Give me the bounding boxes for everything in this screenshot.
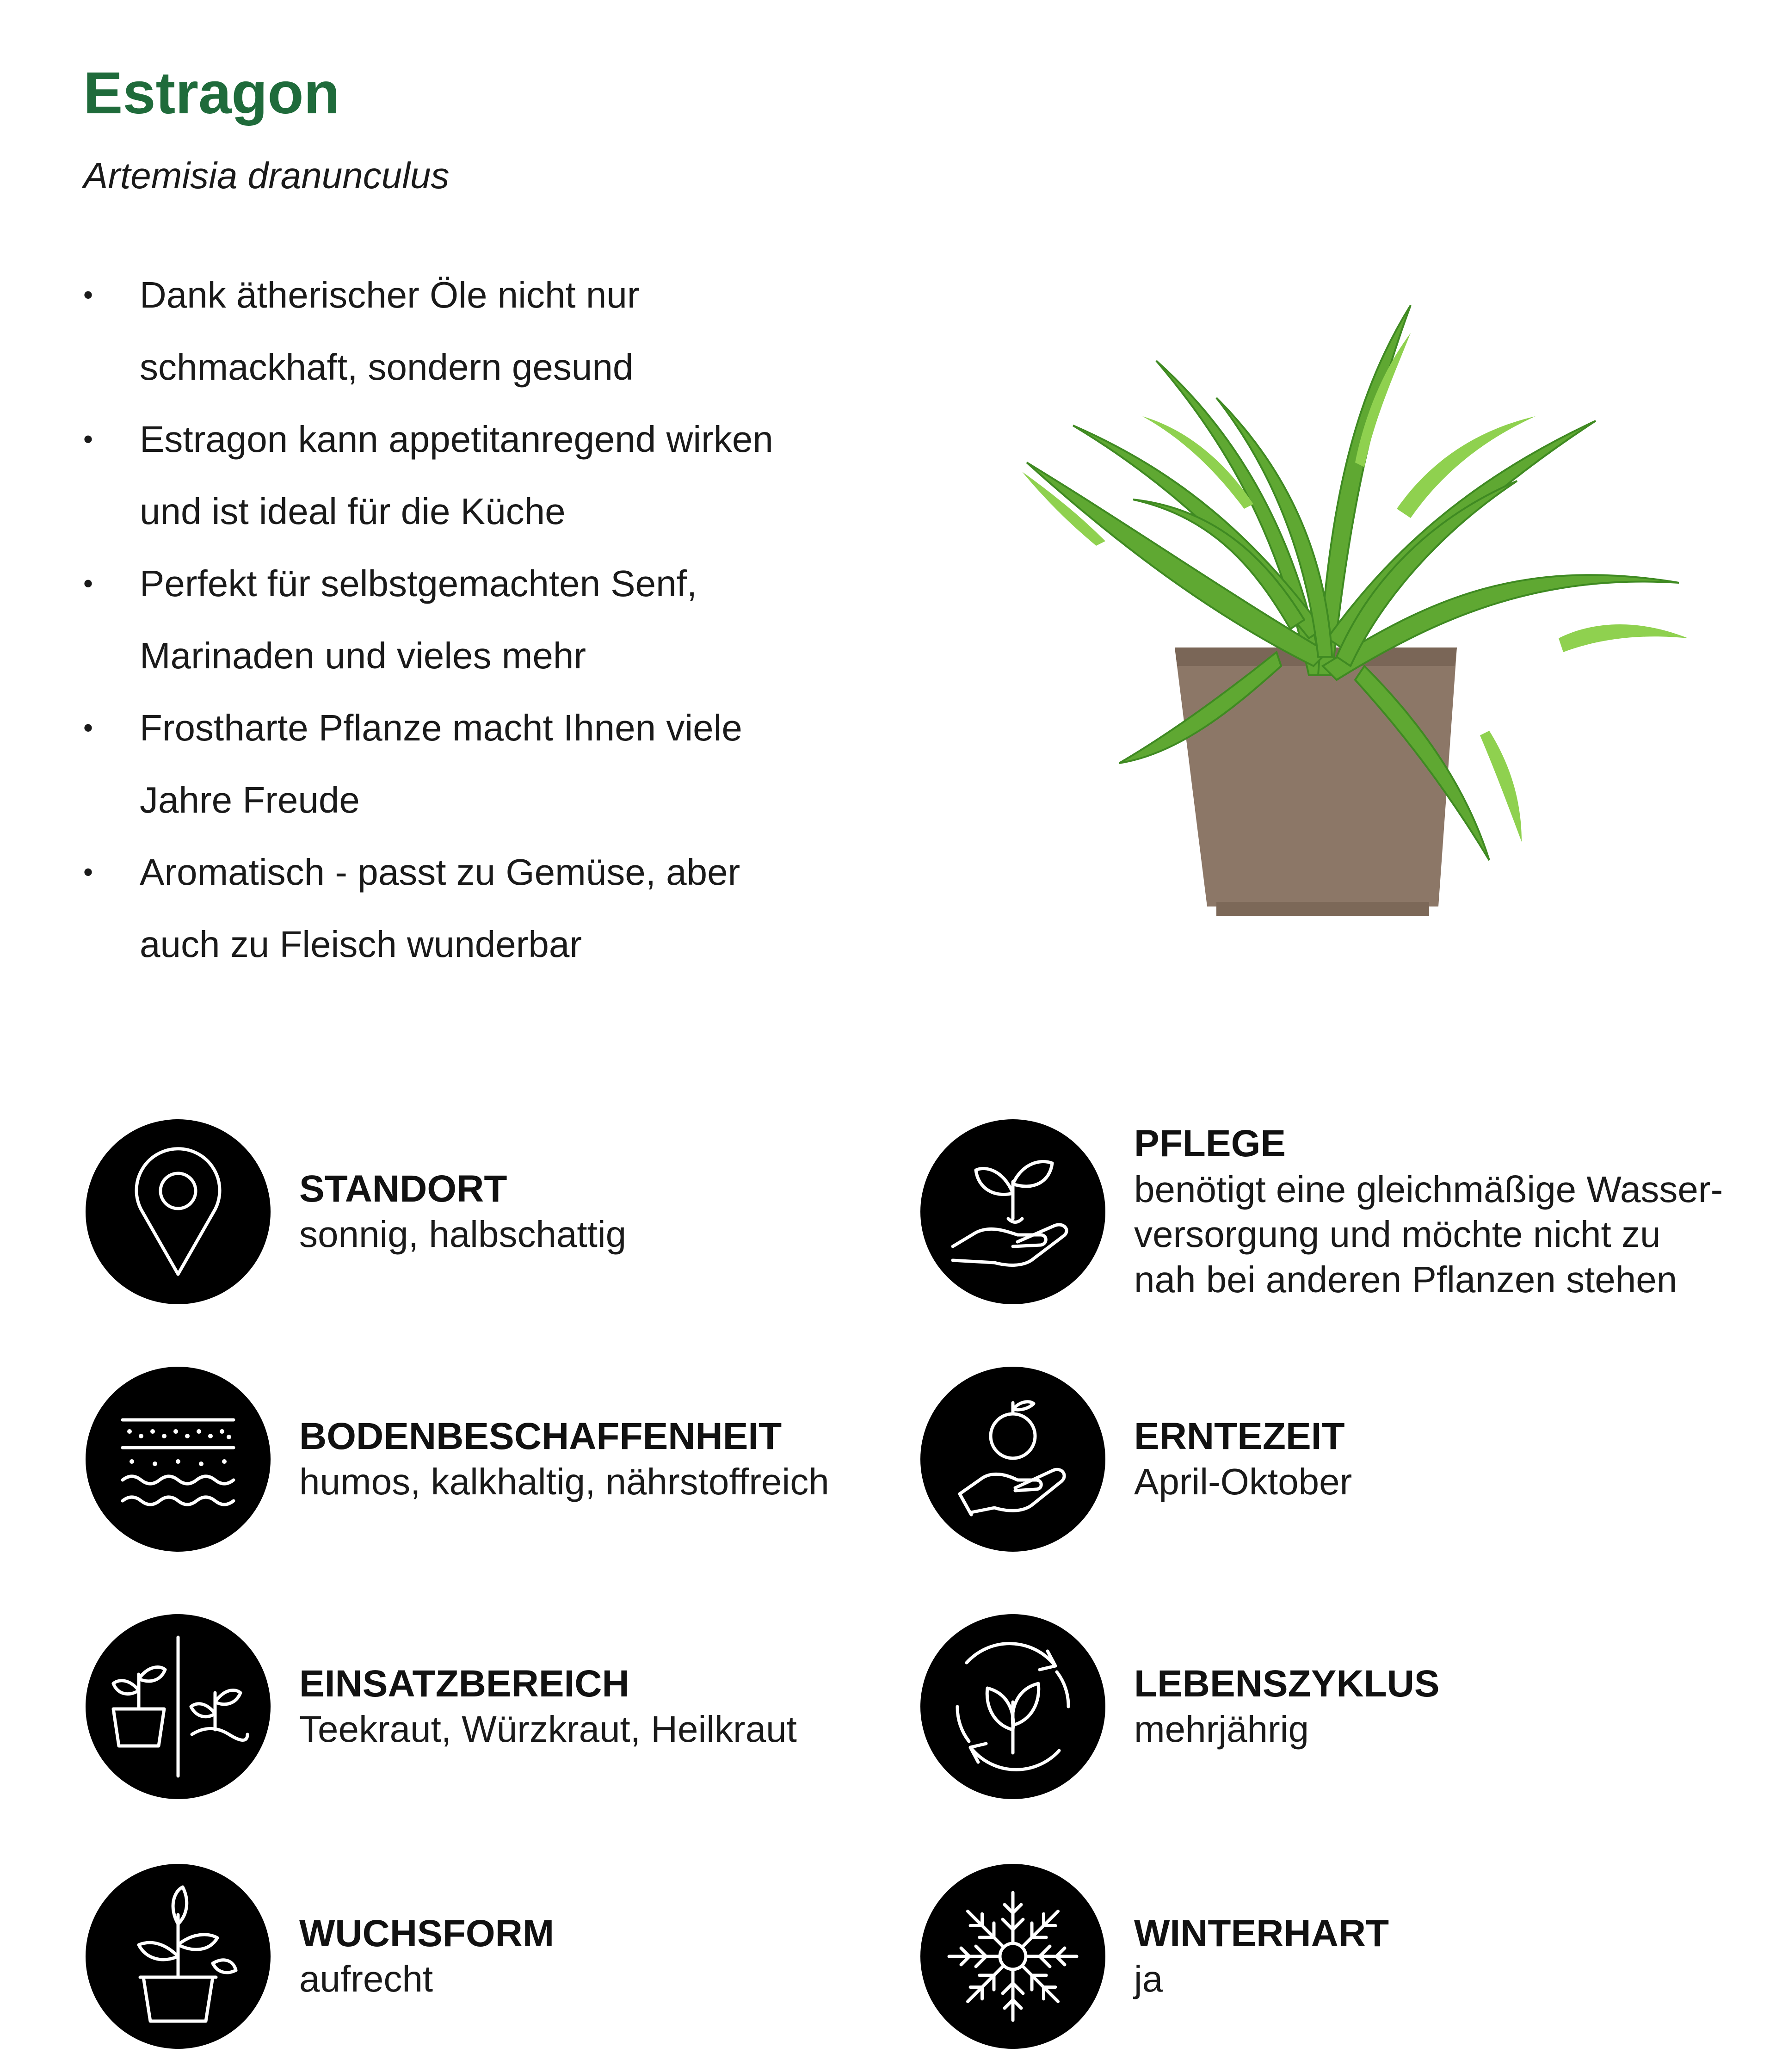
feature-value: Teekraut, Würzkraut, Heilkraut [299, 1708, 797, 1750]
feature-value: ja [1134, 1958, 1163, 2000]
benefit-line: Dank ätherischer Öle nicht nur [140, 274, 640, 315]
benefit-line: Perfekt für selbstgemachten Senf, [140, 563, 697, 604]
benefit-line: Aromatisch - passt zu Gemüse, aber [140, 851, 740, 893]
cycle-leaf-icon [920, 1614, 1105, 1799]
benefit-item [83, 403, 879, 548]
feature-label: LEBENSZYKLUS [1134, 1663, 1440, 1705]
bullet-marker: • [83, 279, 93, 310]
feature-label: WUCHSFORM [299, 1912, 555, 1955]
botanical-name: Artemisia dranunculus [83, 155, 450, 196]
product-title: Estragon [83, 60, 340, 126]
bullet-marker: • [83, 568, 93, 599]
benefit-item [83, 259, 879, 403]
feature-einsatzbereich [86, 1614, 918, 1804]
tarragon-plant-image [957, 222, 1753, 944]
feature-value: humos, kalkhaltig, nährstoffreich [299, 1461, 829, 1503]
feature-label: WINTERHART [1134, 1912, 1389, 1955]
benefit-line: Jahre Freude [140, 779, 360, 820]
benefit-line: auch zu Fleisch wunderbar [140, 924, 582, 965]
snowflake-icon [920, 1864, 1105, 2049]
feature-label: PFLEGE [1134, 1122, 1286, 1165]
location-pin-icon [86, 1119, 271, 1304]
feature-pflege [920, 1119, 1753, 1309]
bullet-marker: • [83, 712, 93, 743]
feature-value: sonnig, halbschattig [299, 1214, 627, 1255]
hand-seedling-icon [920, 1119, 1105, 1304]
benefit-line: Frostharte Pflanze macht Ihnen viele [140, 707, 742, 748]
bullet-marker: • [83, 857, 93, 888]
benefit-item [83, 836, 879, 980]
feature-value-line: versorgung und möchte nicht zu [1134, 1214, 1661, 1255]
potted-plant-icon [86, 1864, 271, 2049]
feature-label: STANDORT [299, 1168, 507, 1210]
bullet-marker: • [83, 424, 93, 455]
feature-standort [86, 1119, 918, 1309]
feature-lebenszyklus [920, 1614, 1753, 1804]
feature-wuchsform [86, 1864, 918, 2054]
benefit-line: und ist ideal für die Küche [140, 491, 566, 532]
feature-label: BODENBESCHAFFENHEIT [299, 1415, 782, 1457]
soil-layers-icon [86, 1367, 271, 1552]
feature-value: mehrjährig [1134, 1708, 1309, 1750]
benefit-line: Estragon kann appetitanregend wirken [140, 419, 773, 460]
benefit-item [83, 692, 879, 836]
feature-value-line: nah bei anderen Pflanzen stehen [1134, 1258, 1677, 1300]
feature-bodenbeschaffenheit [86, 1367, 918, 1556]
feature-label: EINSATZBEREICH [299, 1663, 629, 1705]
feature-label: ERNTEZEIT [1134, 1415, 1345, 1457]
benefit-line: schmackhaft, sondern gesund [140, 346, 634, 388]
feature-value: aufrecht [299, 1958, 433, 2000]
feature-erntezeit [920, 1367, 1753, 1556]
pot-and-ground-plant-icon [86, 1614, 271, 1799]
hand-fruit-icon [920, 1367, 1105, 1552]
feature-winterhart [920, 1864, 1753, 2054]
benefit-line: Marinaden und vieles mehr [140, 635, 586, 676]
feature-value: April-Oktober [1134, 1461, 1352, 1503]
benefit-list [83, 259, 879, 980]
feature-value-line: benötigt eine gleichmäßige Wasser- [1134, 1168, 1723, 1210]
benefit-item [83, 548, 879, 692]
